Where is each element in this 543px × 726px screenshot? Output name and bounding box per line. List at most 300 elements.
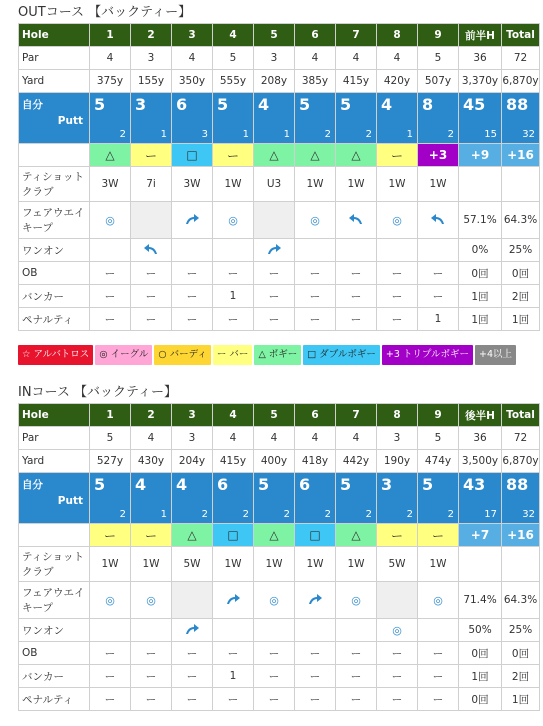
par-value: 3 bbox=[254, 47, 295, 70]
result-badge: △ bbox=[336, 524, 377, 547]
par-value: 5 bbox=[418, 47, 459, 70]
strokes: 5 bbox=[299, 95, 311, 114]
hole-score bbox=[172, 473, 213, 524]
fairway-hole-3 bbox=[172, 582, 213, 619]
strokes: 5 bbox=[94, 95, 106, 114]
in-section bbox=[0, 367, 543, 711]
yard-total: 6,870y bbox=[502, 70, 540, 93]
fairway-hole-4 bbox=[213, 582, 254, 619]
putts: 2 bbox=[283, 509, 290, 520]
strokes: 6 bbox=[217, 475, 229, 494]
penalty-value: ー bbox=[90, 688, 131, 711]
ob-value: ー bbox=[131, 262, 172, 285]
fairway-hole-5 bbox=[254, 582, 295, 619]
tee-club-value: 1W bbox=[418, 547, 459, 582]
hole-number: 7 bbox=[336, 24, 377, 47]
penalty-row bbox=[19, 688, 540, 711]
out-section bbox=[0, 0, 543, 331]
yard-value: 385y bbox=[295, 70, 336, 93]
penalty-label: ペナルティ bbox=[19, 308, 90, 331]
yard-value: 208y bbox=[254, 70, 295, 93]
hole-score bbox=[336, 473, 377, 524]
result-legend bbox=[18, 345, 543, 367]
strokes: 5 bbox=[258, 475, 270, 494]
hole-number: 7 bbox=[336, 404, 377, 427]
putts: 2 bbox=[406, 509, 413, 520]
par-row bbox=[19, 47, 540, 70]
tee-club-half bbox=[459, 547, 502, 582]
fairway-hole-3 bbox=[172, 202, 213, 239]
total-score bbox=[502, 473, 540, 524]
penalty-value: 1 bbox=[418, 308, 459, 331]
fairway-half: 71.4% bbox=[459, 582, 502, 619]
hit-circle-icon: ◎ bbox=[269, 593, 279, 607]
penalty-value: ー bbox=[131, 688, 172, 711]
fairway-hole-2 bbox=[131, 582, 172, 619]
legend-birdie: ○ バーディ bbox=[154, 345, 211, 365]
ob-value: ー bbox=[172, 642, 213, 665]
ob-value: ー bbox=[336, 262, 377, 285]
legend-eagle: ◎ イーグル bbox=[95, 345, 152, 365]
par-value: 4 bbox=[295, 427, 336, 450]
one-on-label: ワンオン bbox=[19, 619, 90, 642]
ob-value: ー bbox=[90, 262, 131, 285]
result-badge: △ bbox=[254, 144, 295, 167]
penalty-value: ー bbox=[131, 308, 172, 331]
fairway-hole-5 bbox=[254, 202, 295, 239]
self-label: 自分 bbox=[22, 99, 43, 111]
par-value: 5 bbox=[90, 427, 131, 450]
tee-club-value: U3 bbox=[254, 167, 295, 202]
putts: 1 bbox=[242, 129, 249, 140]
tee-club-label: ティショットクラブ bbox=[19, 547, 90, 582]
par-value: 4 bbox=[254, 427, 295, 450]
tee-club-value: 1W bbox=[295, 547, 336, 582]
yard-label: Yard bbox=[19, 450, 90, 473]
tee-club-value: 3W bbox=[172, 167, 213, 202]
strokes: 5 bbox=[340, 95, 352, 114]
hole-score bbox=[254, 473, 295, 524]
tee-club-value: 1W bbox=[131, 547, 172, 582]
result-badge: □ bbox=[213, 524, 254, 547]
result-badge: ー bbox=[377, 524, 418, 547]
yard-value: 420y bbox=[377, 70, 418, 93]
miss-right-arrow-icon bbox=[184, 216, 200, 228]
yard-value: 507y bbox=[418, 70, 459, 93]
result-badge: +3 bbox=[418, 144, 459, 167]
fairway-hole-6 bbox=[295, 582, 336, 619]
putt-label: Putt bbox=[57, 495, 83, 507]
miss-right-arrow-icon bbox=[184, 626, 200, 638]
bunker-value: ー bbox=[295, 665, 336, 688]
ob-value: ー bbox=[377, 642, 418, 665]
bunker-value: ー bbox=[172, 665, 213, 688]
tee-club-half bbox=[459, 167, 502, 202]
par-half: 36 bbox=[459, 47, 502, 70]
one-on-hole-5 bbox=[254, 619, 295, 642]
strokes: 4 bbox=[258, 95, 270, 114]
half-score bbox=[459, 473, 502, 524]
fairway-label: フェアウエイキープ bbox=[19, 202, 90, 239]
ob-value: ー bbox=[131, 642, 172, 665]
putts: 32 bbox=[522, 129, 535, 140]
fairway-total: 64.3% bbox=[502, 582, 540, 619]
legend-bogey: △ ボギー bbox=[254, 345, 301, 365]
legend-double-bogey: □ ダブルボギー bbox=[303, 345, 380, 365]
yard-value: 400y bbox=[254, 450, 295, 473]
hole-score bbox=[213, 473, 254, 524]
result-badge: ー bbox=[213, 144, 254, 167]
hit-circle-icon: ◎ bbox=[392, 213, 402, 227]
result-badge: △ bbox=[295, 144, 336, 167]
par-value: 4 bbox=[131, 427, 172, 450]
ob-value: ー bbox=[336, 642, 377, 665]
penalty-total: 1回 bbox=[502, 308, 540, 331]
yard-total: 6,870y bbox=[502, 450, 540, 473]
penalty-half: 0回 bbox=[459, 688, 502, 711]
strokes: 5 bbox=[217, 95, 229, 114]
ob-value: ー bbox=[254, 642, 295, 665]
yard-row bbox=[19, 70, 540, 93]
one-on-hole-7 bbox=[336, 239, 377, 262]
miss-right-arrow-icon bbox=[266, 246, 282, 258]
hit-circle-icon: ◎ bbox=[228, 213, 238, 227]
strokes: 45 bbox=[463, 95, 486, 114]
hole-score bbox=[213, 93, 254, 144]
hole-number: 9 bbox=[418, 24, 459, 47]
ob-half: 0回 bbox=[459, 262, 502, 285]
fairway-hole-8 bbox=[377, 582, 418, 619]
putts: 2 bbox=[119, 129, 126, 140]
tee-club-value: 1W bbox=[90, 547, 131, 582]
tee-club-total bbox=[502, 167, 540, 202]
one-on-hole-4 bbox=[213, 239, 254, 262]
result-badge: □ bbox=[295, 524, 336, 547]
tee-club-value: 1W bbox=[254, 547, 295, 582]
hole-score bbox=[418, 473, 459, 524]
one-on-hole-1 bbox=[90, 239, 131, 262]
bunker-value: 1 bbox=[213, 665, 254, 688]
ob-row bbox=[19, 262, 540, 285]
bunker-value: ー bbox=[336, 285, 377, 308]
one-on-hole-3 bbox=[172, 239, 213, 262]
strokes: 5 bbox=[422, 475, 434, 494]
penalty-value: ー bbox=[172, 308, 213, 331]
half-label: 前半H bbox=[459, 24, 502, 47]
bunker-total: 2回 bbox=[502, 665, 540, 688]
total-score bbox=[502, 93, 540, 144]
yard-value: 527y bbox=[90, 450, 131, 473]
half-label: 後半H bbox=[459, 404, 502, 427]
bunker-value: ー bbox=[90, 285, 131, 308]
result-badge: △ bbox=[336, 144, 377, 167]
penalty-value: ー bbox=[90, 308, 131, 331]
putts: 1 bbox=[283, 129, 290, 140]
bunker-half: 1回 bbox=[459, 665, 502, 688]
one-on-half: 50% bbox=[459, 619, 502, 642]
total-label: Total bbox=[502, 404, 540, 427]
par-value: 4 bbox=[336, 47, 377, 70]
tee-club-row bbox=[19, 167, 540, 202]
penalty-value: ー bbox=[213, 308, 254, 331]
one-on-total: 25% bbox=[502, 239, 540, 262]
ob-value: ー bbox=[418, 262, 459, 285]
penalty-value: ー bbox=[172, 688, 213, 711]
bunker-value: 1 bbox=[213, 285, 254, 308]
miss-left-arrow-icon bbox=[348, 216, 364, 228]
hole-number: 4 bbox=[213, 404, 254, 427]
ob-half: 0回 bbox=[459, 642, 502, 665]
bunker-label: バンカー bbox=[19, 285, 90, 308]
strokes: 3 bbox=[381, 475, 393, 494]
hole-score bbox=[172, 93, 213, 144]
tee-club-value: 1W bbox=[418, 167, 459, 202]
hit-circle-icon: ◎ bbox=[105, 593, 115, 607]
self-label: 自分 bbox=[22, 479, 43, 491]
ob-value: ー bbox=[90, 642, 131, 665]
bunker-row bbox=[19, 285, 540, 308]
yard-value: 415y bbox=[336, 70, 377, 93]
one-on-label: ワンオン bbox=[19, 239, 90, 262]
one-on-total: 25% bbox=[502, 619, 540, 642]
one-on-hole-7 bbox=[336, 619, 377, 642]
penalty-value: ー bbox=[377, 308, 418, 331]
self-score-row bbox=[19, 93, 540, 144]
hole-number: 1 bbox=[90, 404, 131, 427]
bunker-value: ー bbox=[254, 665, 295, 688]
putts: 1 bbox=[160, 509, 167, 520]
ob-value: ー bbox=[418, 642, 459, 665]
total-label: Total bbox=[502, 24, 540, 47]
hole-score bbox=[90, 93, 131, 144]
hole-score bbox=[295, 93, 336, 144]
yard-value: 415y bbox=[213, 450, 254, 473]
in-scorecard bbox=[18, 403, 540, 711]
result-badge: ー bbox=[131, 144, 172, 167]
ob-value: ー bbox=[295, 262, 336, 285]
self-label-cell bbox=[19, 473, 90, 524]
hole-number: 2 bbox=[131, 24, 172, 47]
par-value: 3 bbox=[377, 427, 418, 450]
putts: 2 bbox=[119, 509, 126, 520]
fairway-hole-1 bbox=[90, 582, 131, 619]
hit-circle-icon: ◎ bbox=[351, 593, 361, 607]
putts: 2 bbox=[201, 509, 208, 520]
yard-label: Yard bbox=[19, 70, 90, 93]
one-on-hole-9 bbox=[418, 239, 459, 262]
strokes: 4 bbox=[176, 475, 188, 494]
par-value: 4 bbox=[295, 47, 336, 70]
hole-number: 8 bbox=[377, 24, 418, 47]
bunker-value: ー bbox=[418, 665, 459, 688]
penalty-value: ー bbox=[295, 308, 336, 331]
one-on-hole-8 bbox=[377, 239, 418, 262]
par-value: 5 bbox=[213, 47, 254, 70]
yard-value: 474y bbox=[418, 450, 459, 473]
out-scorecard bbox=[18, 23, 540, 331]
penalty-value: ー bbox=[418, 688, 459, 711]
ob-value: ー bbox=[172, 262, 213, 285]
strokes: 88 bbox=[506, 95, 529, 114]
hole-score bbox=[131, 93, 172, 144]
tee-club-value: 1W bbox=[213, 167, 254, 202]
putts: 2 bbox=[365, 509, 372, 520]
putts: 2 bbox=[447, 509, 454, 520]
bunker-label: バンカー bbox=[19, 665, 90, 688]
one-on-hole-6 bbox=[295, 619, 336, 642]
half-score bbox=[459, 93, 502, 144]
fairway-hole-6 bbox=[295, 202, 336, 239]
ob-total: 0回 bbox=[502, 642, 540, 665]
par-value: 3 bbox=[172, 427, 213, 450]
ob-row bbox=[19, 642, 540, 665]
hole-row bbox=[19, 24, 540, 47]
tee-club-value: 7i bbox=[131, 167, 172, 202]
fairway-hole-9 bbox=[418, 202, 459, 239]
par-value: 4 bbox=[172, 47, 213, 70]
fairway-hole-1 bbox=[90, 202, 131, 239]
penalty-row bbox=[19, 308, 540, 331]
one-on-hole-3 bbox=[172, 619, 213, 642]
result-badge: △ bbox=[254, 524, 295, 547]
one-on-hole-5 bbox=[254, 239, 295, 262]
result-badge: ー bbox=[418, 524, 459, 547]
putts: 15 bbox=[484, 129, 497, 140]
hole-score bbox=[131, 473, 172, 524]
strokes: 4 bbox=[381, 95, 393, 114]
hole-score bbox=[295, 473, 336, 524]
legend-four-over: +4以上 bbox=[475, 345, 516, 365]
putts: 2 bbox=[324, 129, 331, 140]
tee-club-value: 1W bbox=[336, 547, 377, 582]
strokes: 88 bbox=[506, 475, 529, 494]
penalty-value: ー bbox=[213, 688, 254, 711]
yard-half: 3,370y bbox=[459, 70, 502, 93]
self-score-row bbox=[19, 473, 540, 524]
bunker-half: 1回 bbox=[459, 285, 502, 308]
result-badge: ー bbox=[377, 144, 418, 167]
strokes: 6 bbox=[299, 475, 311, 494]
yard-half: 3,500y bbox=[459, 450, 502, 473]
tee-club-value: 1W bbox=[377, 167, 418, 202]
par-value: 4 bbox=[213, 427, 254, 450]
tee-club-total bbox=[502, 547, 540, 582]
ob-value: ー bbox=[295, 642, 336, 665]
fairway-hole-4 bbox=[213, 202, 254, 239]
one-on-hole-4 bbox=[213, 619, 254, 642]
hole-number: 5 bbox=[254, 24, 295, 47]
putts: 32 bbox=[522, 509, 535, 520]
putts: 2 bbox=[324, 509, 331, 520]
putts: 2 bbox=[242, 509, 249, 520]
yard-value: 190y bbox=[377, 450, 418, 473]
result-total: +16 bbox=[502, 144, 540, 167]
strokes: 6 bbox=[176, 95, 188, 114]
yard-value: 375y bbox=[90, 70, 131, 93]
tee-club-row bbox=[19, 547, 540, 582]
miss-left-arrow-icon bbox=[143, 246, 159, 258]
ob-value: ー bbox=[213, 262, 254, 285]
tee-club-value: 3W bbox=[90, 167, 131, 202]
bunker-value: ー bbox=[295, 285, 336, 308]
result-label-empty bbox=[19, 144, 90, 167]
par-total: 72 bbox=[502, 427, 540, 450]
one-on-hole-8 bbox=[377, 619, 418, 642]
yard-value: 155y bbox=[131, 70, 172, 93]
tee-club-label: ティショットクラブ bbox=[19, 167, 90, 202]
par-value: 5 bbox=[418, 427, 459, 450]
ob-total: 0回 bbox=[502, 262, 540, 285]
hit-circle-icon: ◎ bbox=[105, 213, 115, 227]
hole-number: 9 bbox=[418, 404, 459, 427]
in-course-title: INコース 【バックティー】 bbox=[18, 385, 178, 400]
miss-right-arrow-icon bbox=[225, 596, 241, 608]
hole-number: 3 bbox=[172, 404, 213, 427]
hit-circle-icon: ◎ bbox=[310, 213, 320, 227]
result-badge: □ bbox=[172, 144, 213, 167]
fairway-row bbox=[19, 202, 540, 239]
putts: 2 bbox=[365, 129, 372, 140]
tee-club-value: 5W bbox=[377, 547, 418, 582]
par-label: Par bbox=[19, 427, 90, 450]
bunker-value: ー bbox=[254, 285, 295, 308]
strokes: 8 bbox=[422, 95, 434, 114]
one-on-hole-2 bbox=[131, 619, 172, 642]
strokes: 43 bbox=[463, 475, 486, 494]
strokes: 4 bbox=[135, 475, 147, 494]
yard-value: 442y bbox=[336, 450, 377, 473]
hole-number: 8 bbox=[377, 404, 418, 427]
result-badge: ー bbox=[90, 524, 131, 547]
par-total: 72 bbox=[502, 47, 540, 70]
result-label-empty bbox=[19, 524, 90, 547]
penalty-value: ー bbox=[336, 688, 377, 711]
yard-value: 555y bbox=[213, 70, 254, 93]
strokes: 3 bbox=[135, 95, 147, 114]
bunker-value: ー bbox=[172, 285, 213, 308]
tee-club-value: 1W bbox=[213, 547, 254, 582]
yard-value: 204y bbox=[172, 450, 213, 473]
yard-value: 350y bbox=[172, 70, 213, 93]
par-half: 36 bbox=[459, 427, 502, 450]
legend-triple-bogey: +3 トリプルボギー bbox=[382, 345, 473, 365]
result-row bbox=[19, 524, 540, 547]
penalty-total: 1回 bbox=[502, 688, 540, 711]
result-badge: ー bbox=[131, 524, 172, 547]
one-on-hole-9 bbox=[418, 619, 459, 642]
bunker-value: ー bbox=[377, 285, 418, 308]
hole-number: 4 bbox=[213, 24, 254, 47]
bunker-value: ー bbox=[131, 665, 172, 688]
putts: 3 bbox=[201, 129, 208, 140]
penalty-half: 1回 bbox=[459, 308, 502, 331]
hole-score bbox=[254, 93, 295, 144]
one-on-hole-2 bbox=[131, 239, 172, 262]
miss-right-arrow-icon bbox=[307, 596, 323, 608]
penalty-value: ー bbox=[336, 308, 377, 331]
hole-score bbox=[377, 473, 418, 524]
hole-number: 5 bbox=[254, 404, 295, 427]
hole-score bbox=[90, 473, 131, 524]
one-on-row bbox=[19, 619, 540, 642]
yard-value: 418y bbox=[295, 450, 336, 473]
penalty-label: ペナルティ bbox=[19, 688, 90, 711]
fairway-half: 57.1% bbox=[459, 202, 502, 239]
par-value: 4 bbox=[90, 47, 131, 70]
fairway-total: 64.3% bbox=[502, 202, 540, 239]
bunker-row bbox=[19, 665, 540, 688]
yard-row bbox=[19, 450, 540, 473]
